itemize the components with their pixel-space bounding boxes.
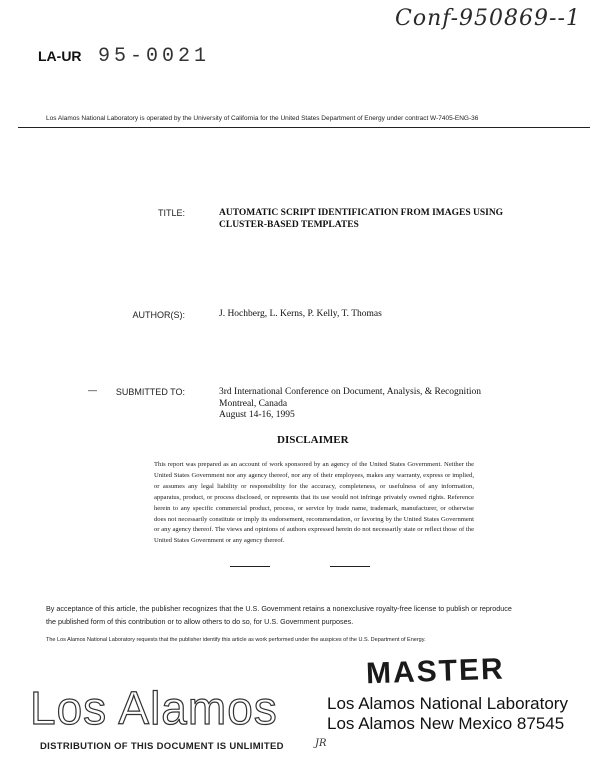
request-line: The Los Alamos National Laboratory requests that the publisher identify this article as work performed under the auspices of the U.S. Department of Energy. [46,637,426,643]
report-label: LA-UR [38,48,82,64]
submitted-label: SUBMITTED TO: [115,387,185,397]
document-title [219,207,503,231]
lab-address [327,694,568,734]
submitted-to [219,387,481,422]
submitted-line-1: 3rd International Conference on Document, Analysis, & Recognition [219,387,481,397]
operator-statement: Los Alamos National Laboratory is operated by the University of California for the United States Department of Energy under contract W-7405-ENG-36 [46,115,479,122]
distribution-initials: JR [315,738,327,749]
report-number: 95-0021 [98,45,211,68]
title-line-1: AUTOMATIC SCRIPT IDENTIFICATION FROM IMAGES USING [219,208,504,218]
author-label: AUTHOR(S): [132,310,185,320]
divider [18,127,590,128]
disclaimer-body: This report was prepared as an account of work sponsored by an agency of the United States Government. Neither the United States Government nor any agency thereof, nor any of their employees, makes any warranty, express or implied, or assumes any legal liability or responsibility for the accuracy, completeness, or usefulness of any information, apparatus, product, or process disclosed, or represents that its use would not infringe privately owned rights. Reference herein to any specific commercial product, process, or service by trade name, trademark, manufacturer, or otherwise does not necessarily constitute or imply its endorsement, recommendation, or favoring by the United States Government or any agency thereof. The views and opinions of authors expressed herein do not necessarily state or reflect those of the United States Government or any agency thereof. [154,461,474,545]
disclaimer-rule-right [330,566,370,567]
submitted-line-2: Montreal, Canada [219,398,288,409]
title-label: TITLE: [157,208,185,218]
authors: J. Hochberg, L. Kerns, P. Kelly, T. Thomas [219,309,382,319]
submitted-line-3: August 14-16, 1995 [219,410,295,420]
report-number-block [18,45,210,68]
acceptance-line-1: By acceptance of this article, the publisher recognizes that the U.S. Government retains a nonexclusive royalty-free license to publish or reproduce [46,604,512,613]
handwritten-conf-number: Conf-950869--1 [395,6,581,31]
distribution-statement: DISTRIBUTION OF THIS DOCUMENT IS UNLIMITED [40,741,284,752]
disclaimer-rule-left [230,566,270,567]
master-stamp: MASTER [365,652,506,691]
acceptance-line-2: the published form of this contribution or to allow others to do so, for U.S. Government purposes. [46,617,354,626]
dash-mark: — [88,385,97,395]
disclaimer-heading: DISCLAIMER [277,434,349,446]
lab-name: Los Alamos National Laboratory [327,694,568,713]
lab-location: Los Alamos New Mexico 87545 [327,714,565,733]
los-alamos-logo: Los Alamos [30,682,278,734]
title-line-2: CLUSTER-BASED TEMPLATES [219,220,359,230]
